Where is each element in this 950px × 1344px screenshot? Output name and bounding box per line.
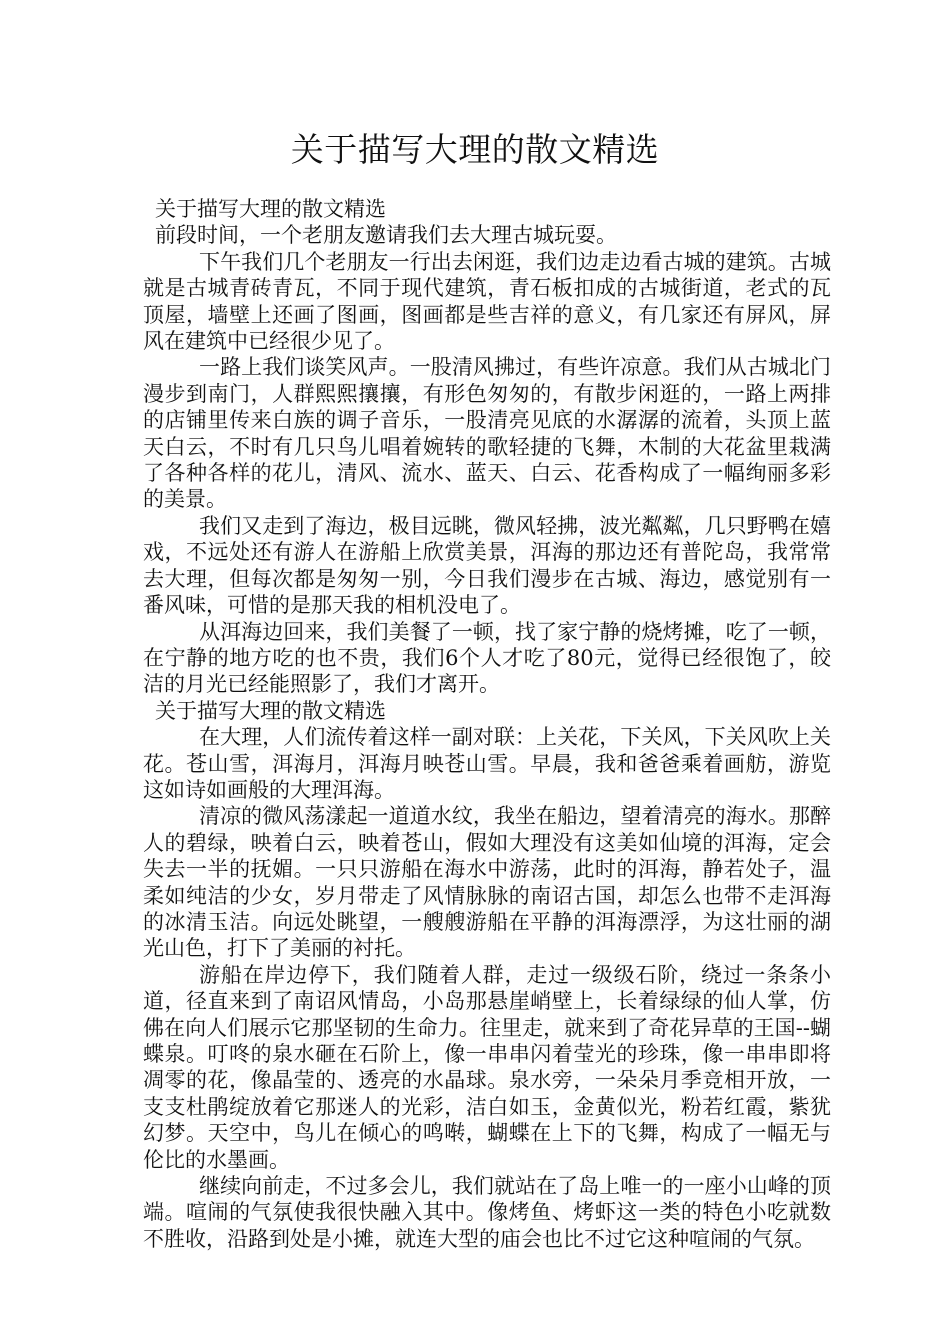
paragraph: 我们又走到了海边，极目远眺，微风轻拂，波光粼粼，几只野鸭在嬉戏，不远处还有游人在游船上欣赏美景，洱海的那边还有普陀岛，我常常去大理，但每次都是匆匆一别，今日我们漫步在古城、海边，感觉别有一番风味，可惜的是那天我的相机没电了。	[143, 513, 831, 618]
paragraph: 清凉的微风荡漾起一道道水纹，我坐在船边，望着清亮的海水。那醉人的碧绿，映着白云，映着苍山，假如大理没有这美如仙境的洱海，定会失去一半的抚媚。一只只游船在海水中游荡，此时的洱海，静若处子，温柔如纯洁的少女，岁月带走了风情脉脉的南诏古国，却怎么也带不走洱海的冰清玉洁。向远处眺望，一艘艘游船在平静的洱海漂浮，为这壮丽的湖光山色，打下了美丽的衬托。	[143, 804, 831, 961]
paragraph: 继续向前走，不过多会儿，我们就站在了岛上唯一的一座小山峰的顶端。喧闹的气氛使我很快融入其中。像烤鱼、烤虾这一类的特色小吃就数不胜收，沿路到处是小摊，就连大型的庙会也比不过它这种喧闹的气氛。	[143, 1174, 831, 1251]
document-title: 关于描写大理的散文精选	[290, 130, 660, 169]
paragraph: 游船在岸边停下，我们随着人群，走过一级级石阶，绕过一条条小道，径直来到了南诏风情岛，小岛那悬崖峭壁上，长着绿绿的仙人掌，仿佛在向人们展示它那坚韧的生命力。往里走，就来到了奇花异草的王国--蝴蝶泉。叮咚的泉水砸在石阶上，像一串串闪着莹光的珍珠，像一串串即将凋零的花，像晶莹的、透亮的水晶球。泉水旁，一朵朵月季竞相开放，一支支杜鹃绽放着它那迷人的光彩，洁白如玉，金黄似光，粉若红霞，紫犹幻梦。天空中，鸟儿在倾心的鸣啭，蝴蝶在上下的飞舞，构成了一幅无与伦比的水墨画。	[143, 962, 831, 1172]
section-heading: 关于描写大理的散文精选	[155, 197, 386, 221]
paragraph: 下午我们几个老朋友一行出去闲逛，我们边走边看古城的建筑。古城就是古城青砖青瓦，不同于现代建筑，青石板扣成的古城街道，老式的瓦顶屋，墙壁上还画了图画，图画都是些吉祥的意义，有几家还有屏风，屏风在建筑中已经很少见了。	[143, 249, 831, 354]
paragraph: 一路上我们谈笑风声。一股清风拂过，有些许凉意。我们从古城北门漫步到南门，人群熙熙攘攘，有形色匆匆的，有散步闲逛的，一路上两排的店铺里传来白族的调子音乐，一股清亮见底的水潺潺的流着，头顶上蓝天白云，不时有几只鸟儿唱着婉转的歌轻捷的飞舞，木制的大花盆里栽满了各种各样的花儿，清风、流水、蓝天、白云、花香构成了一幅绚丽多彩的美景。	[143, 355, 831, 512]
paragraph: 从洱海边回来，我们美餐了一顿，找了家宁静的烧烤摊，吃了一顿，在宁静的地方吃的也不贵，我们6个人才吃了80元，觉得已经很饱了，皎洁的月光已经能照影了，我们才离开。	[143, 619, 831, 697]
article-body	[143, 196, 831, 1252]
intro-paragraph: 前段时间，一个老朋友邀请我们去大理古城玩耍。	[155, 223, 617, 248]
paragraph: 在大理，人们流传着这样一副对联：上关花，下关风，下关风吹上关花。苍山雪，洱海月，洱海月映苍山雪。早晨，我和爸爸乘着画舫，游览这如诗如画般的大理洱海。	[143, 725, 831, 802]
section-heading: 关于描写大理的散文精选	[155, 698, 386, 723]
